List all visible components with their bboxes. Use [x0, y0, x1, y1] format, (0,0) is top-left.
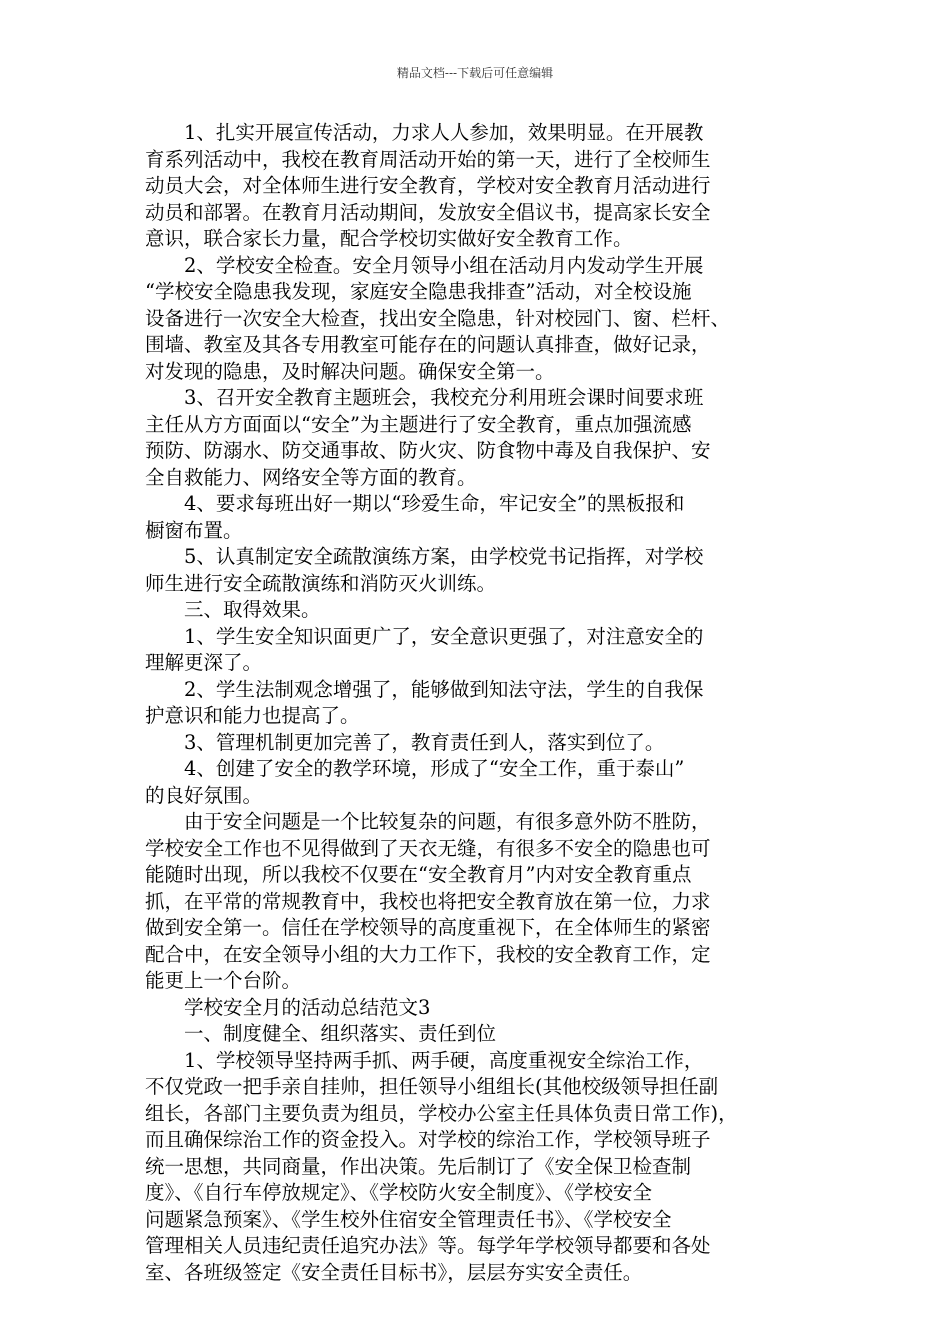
text-line: 5、认真制定安全疏散演练方案，由学校党书记指挥，对学校: [145, 545, 704, 568]
text-line: 围墙、教室及其各专用教室可能存在的问题认真排查，做好记录，: [145, 333, 711, 356]
text-line: 1、学生安全知识面更广了，安全意识更强了，对注意安全的: [145, 624, 704, 648]
page-header: 精品文档---下载后可任意编辑: [396, 66, 554, 80]
text-line: 预防、防溺水、防交通事故、防火灾、防食物中毒及自我保护、安: [145, 439, 711, 462]
text-line: 能更上一个台阶。: [145, 969, 302, 992]
text-line: 4、要求每班出好一期以“珍爱生命，牢记安全”的黑板报和: [145, 492, 685, 515]
text-line: 3、管理机制更加完善了，教育责任到人，落实到位了。: [145, 730, 665, 754]
text-line: 对发现的隐患，及时解决问题。确保安全第一。: [145, 359, 555, 383]
text-line: 2、学生法制观念增强了，能够做到知法守法，学生的自我保: [145, 677, 704, 701]
text-line: 设备进行一次安全大检查，找出安全隐患，针对校园门、窗、栏杆、: [145, 306, 731, 330]
text-line: 做到安全第一。信任在学校领导的高度重视下，在全体师生的紧密: [145, 916, 711, 939]
text-line: 配合中，在安全领导小组的大力工作下，我校的安全教育工作，定: [145, 942, 711, 966]
text-line: 由于安全问题是一个比较复杂的问题，有很多意外防不胜防，: [145, 810, 711, 833]
text-line: 而且确保综治工作的资金投入。对学校的综治工作，学校领导班子: [145, 1128, 711, 1151]
text-line: 动员和部署。在教育月活动期间，发放安全倡议书，提高家长安全: [145, 200, 711, 224]
text-line: 2、学校安全检查。安全月领导小组在活动月内发动学生开展: [145, 253, 704, 277]
text-line: 1、学校领导坚持两手抓、两手硬，高度重视安全综治工作，: [145, 1048, 704, 1072]
text-line: 抓，在平常的常规教育中，我校也将把安全教育放在第一位，力求: [145, 889, 711, 913]
text-line: 统一思想，共同商量，作出决策。先后制订了《安全保卫检查制: [145, 1154, 692, 1178]
text-line: 护意识和能力也提高了。: [145, 704, 360, 727]
text-line: 师生进行安全疏散演练和消防灭火训练。: [145, 571, 497, 595]
section-heading: 三、取得效果。: [145, 598, 321, 621]
text-line: 意识，联合家长力量，配合学校切实做好安全教育工作。: [145, 227, 633, 250]
text-line: 理解更深了。: [145, 651, 263, 674]
text-line: “学校安全隐患我发现，家庭安全隐患我排查”活动，对全校设施: [145, 280, 692, 303]
document-body: [145, 120, 825, 1286]
text-line: 组长，各部门主要负责为组员，学校办公室主任具体负责日常工作)，: [145, 1101, 738, 1125]
text-line: 室、各班级签定《安全责任目标书》，层层夯实安全责任。: [145, 1260, 643, 1284]
text-line: 能随时出现，所以我校不仅要在“安全教育月”内对安全教育重点: [145, 863, 692, 886]
text-line: 4、创建了安全的教学环境，形成了“安全工作，重于泰山”: [145, 757, 685, 780]
section-heading: 一、制度健全、组织落实、责任到位: [145, 1022, 497, 1045]
text-line: 管理相关人员违纪责任追究办法》等。每学年学校领导都要和各处: [145, 1234, 711, 1257]
text-line: 全自救能力、网络安全等方面的教育。: [145, 465, 477, 489]
text-line: 不仅党政一把手亲自挂帅，担任领导小组组长(其他校级领导担任副: [145, 1075, 719, 1098]
text-line: 1、扎实开展宣传活动，力求人人参加，效果明显。在开展教: [145, 121, 704, 144]
text-line: 主任从方方面面以“安全”为主题进行了安全教育，重点加强流感: [145, 412, 692, 436]
section-title: 学校安全月的活动总结范文3: [145, 995, 431, 1019]
text-line: 橱窗布置。: [145, 518, 243, 542]
text-line: 3、召开安全教育主题班会，我校充分利用班会课时间要求班: [145, 386, 704, 409]
text-line: 问题紧急预案》、《学生校外住宿安全管理责任书》、《学校安全: [145, 1207, 672, 1231]
text-line: 动员大会，对全体师生进行安全教育，学校对安全教育月活动进行: [145, 174, 711, 197]
text-line: 度》、《自行车停放规定》、《学校防火安全制度》、《学校安全: [145, 1181, 653, 1204]
text-line: 的良好氛围。: [145, 783, 263, 807]
text-line: 学校安全工作也不见得做到了天衣无缝，有很多不安全的隐患也可: [145, 836, 711, 860]
text-line: 育系列活动中，我校在教育周活动开始的第一天，进行了全校师生: [145, 147, 711, 171]
